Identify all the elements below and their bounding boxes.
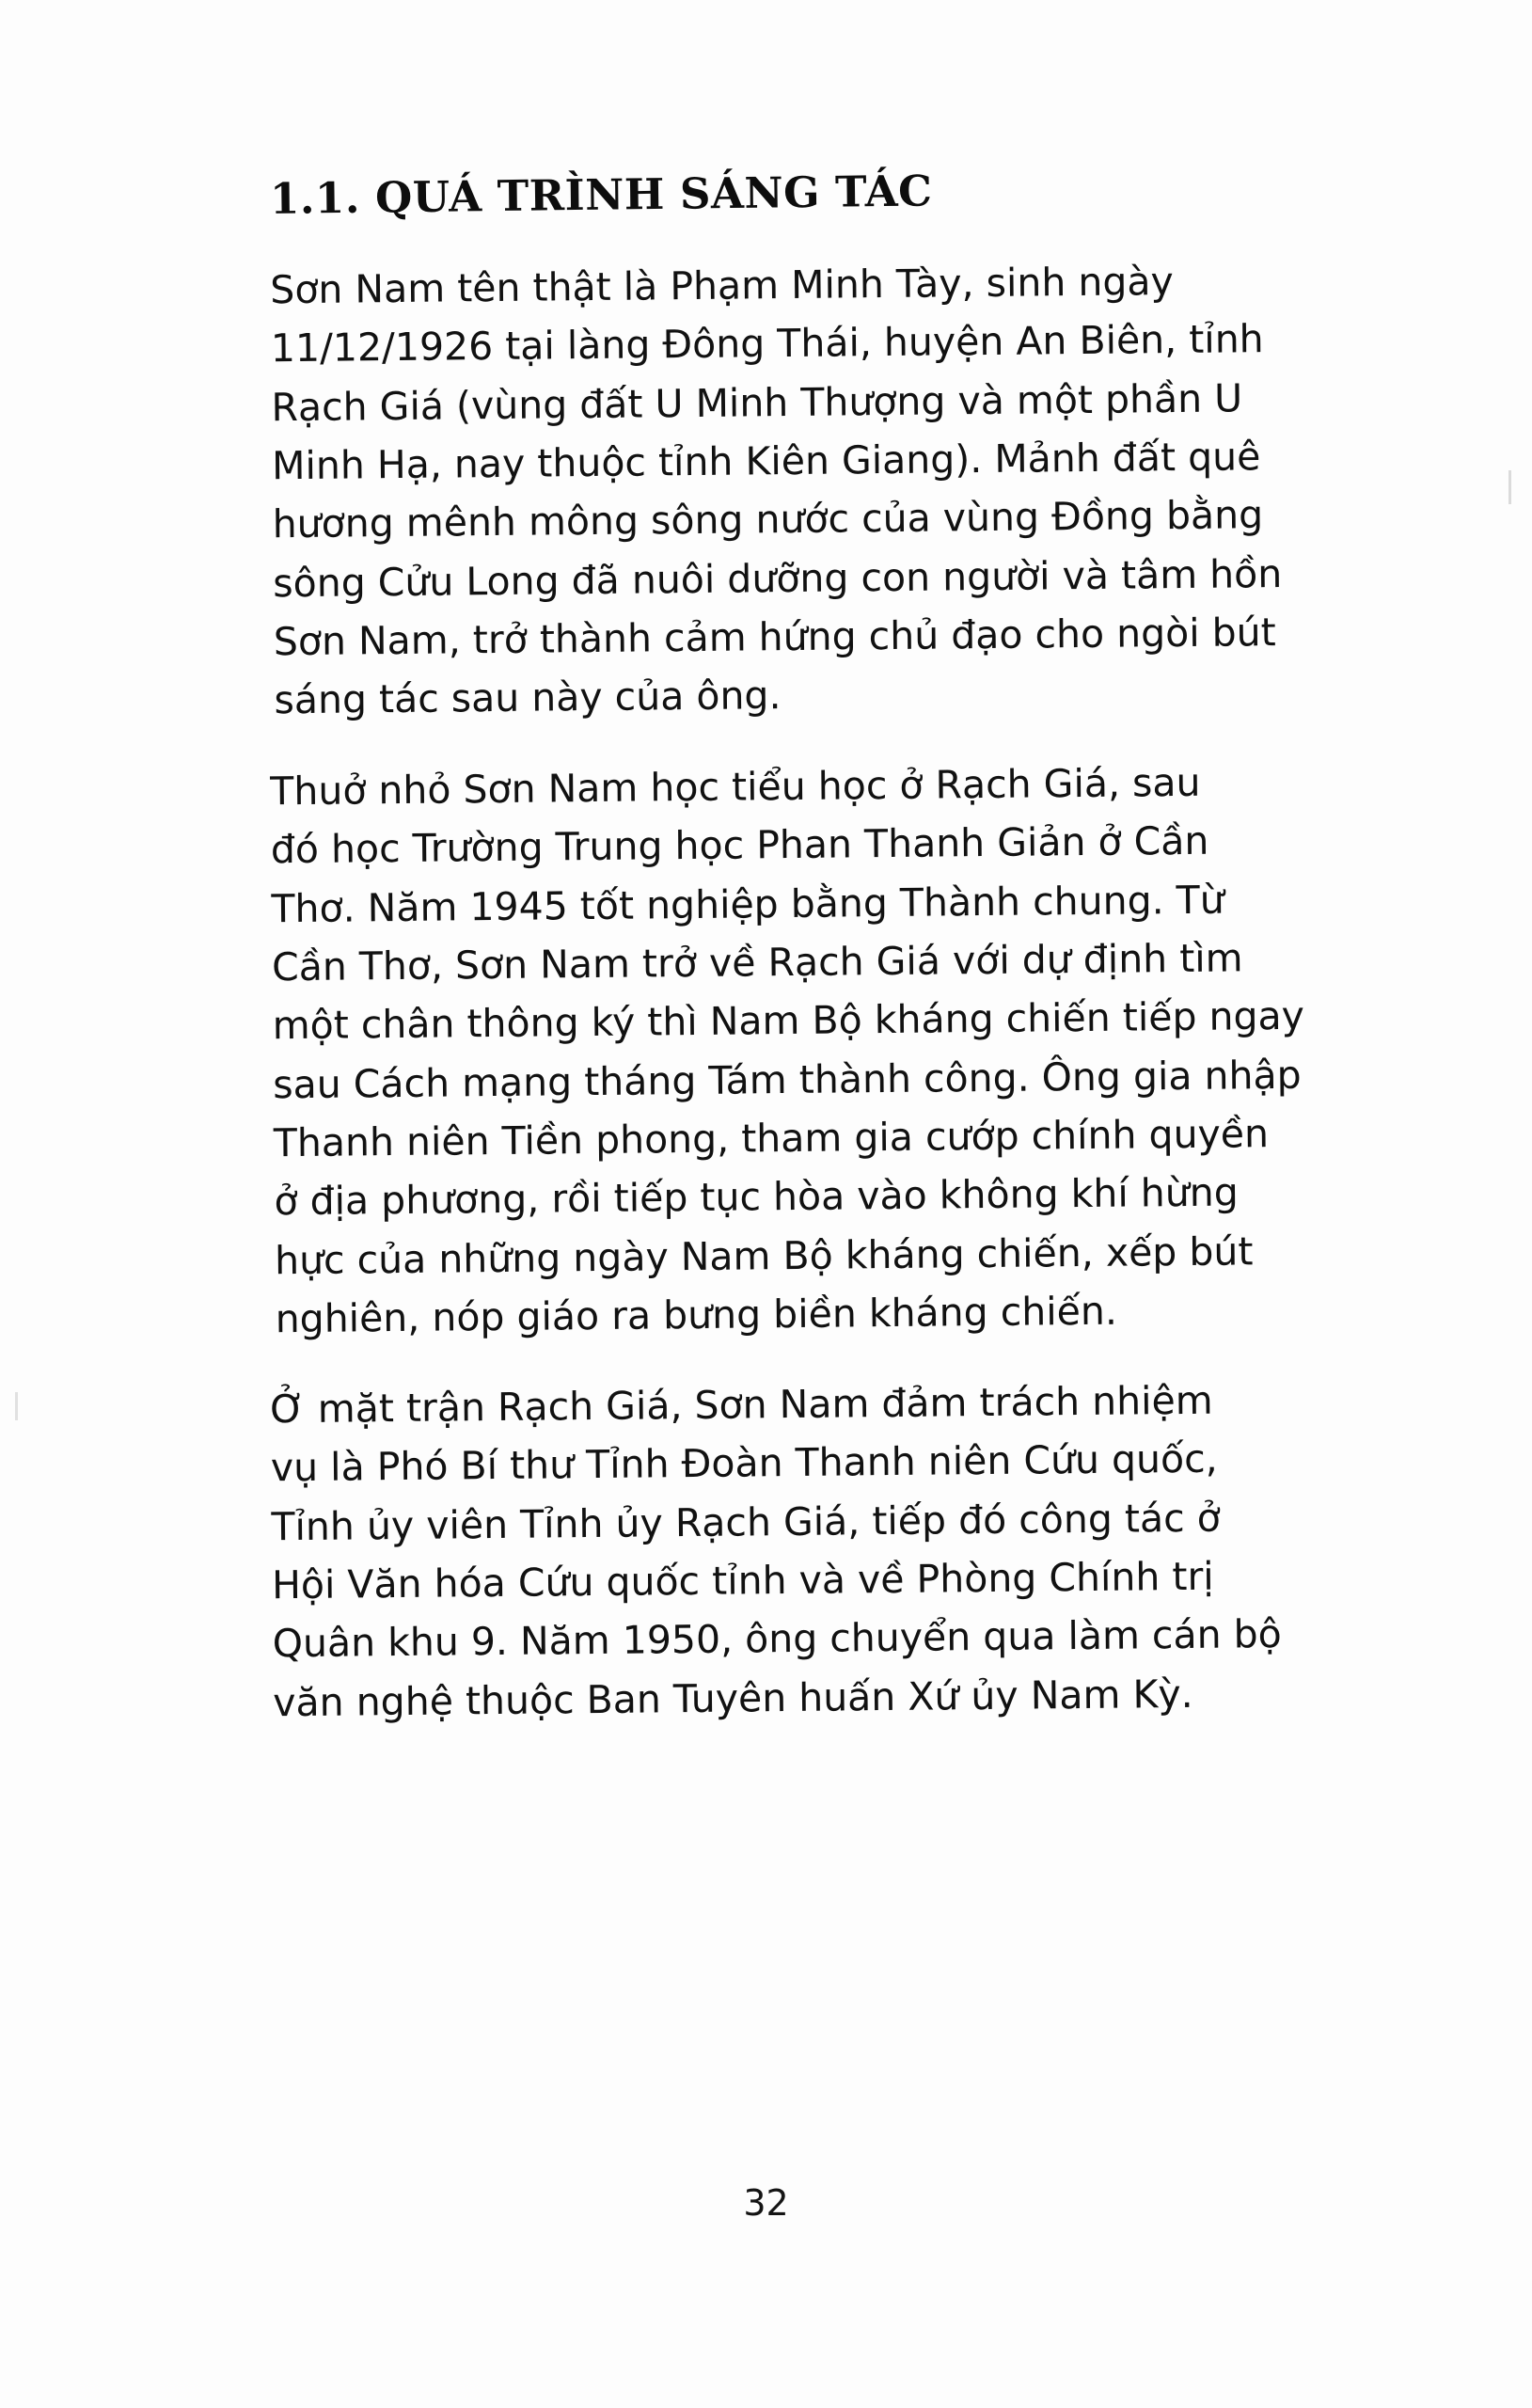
body-paragraph-3 <box>202 1370 1320 1732</box>
page-text-block <box>202 166 1331 1733</box>
text-line: 11/12/1926 tại làng Đông Thái, huyện An Biên, tỉnh <box>270 316 1264 372</box>
text-line: ở địa phương, rồi tiếp tục hòa vào không khí hừng <box>274 1169 1239 1224</box>
text-line: sau Cách mạng tháng Tám thành công. Ông gia nhập <box>273 1051 1302 1107</box>
page-number: 32 <box>743 2182 789 2224</box>
page-edge-mark-left <box>15 1392 18 1420</box>
body-paragraph-1 <box>202 251 1321 731</box>
text-line: Thanh niên Tiền phong, tham gia cướp chính quyền <box>273 1110 1270 1165</box>
body-paragraph-2 <box>202 752 1322 1348</box>
text-line: Hội Văn hóa Cứu quốc tỉnh và về Phòng Chính trị <box>271 1553 1214 1608</box>
text-line: sáng tác sau này của ông. <box>274 673 782 723</box>
text-line: Minh Hạ, nay thuộc tỉnh Kiên Giang). Mảnh đất quê <box>271 434 1261 489</box>
text-line: đó học Trường Trung học Phan Thanh Giản ở Cần <box>270 817 1209 873</box>
section-heading: 1.1. QUÁ TRÌNH SÁNG TÁC <box>269 166 933 224</box>
text-line: Cần Thơ, Sơn Nam trở về Rạch Giá với dự định tìm <box>271 934 1243 990</box>
page-edge-mark-right <box>1508 470 1511 504</box>
text-line: Quân khu 9. Năm 1950, ông chuyển qua làm cán bộ <box>272 1610 1282 1667</box>
text-line: Rạch Giá (vùng đất U Minh Thượng và một phần U <box>271 375 1243 430</box>
text-line: vụ là Phó Bí thư Tỉnh Đoàn Thanh niên Cứu quốc, <box>270 1435 1218 1491</box>
text-line: Thuở nhỏ Sơn Nam học tiểu học ở Rạch Giá, sau <box>270 759 1201 814</box>
text-line: Sơn Nam tên thật là Phạm Minh Tày, sinh ngày <box>270 259 1174 313</box>
text-line: sông Cửu Long đã nuôi dưỡng con người và tâm hồn <box>273 550 1283 606</box>
text-line: một chân thông ký thì Nam Bộ kháng chiến tiếp ngay <box>272 992 1305 1049</box>
text-line: nghiên, nóp giáo ra bưng biền kháng chiến. <box>275 1288 1118 1341</box>
text-line: Thơ. Năm 1945 tốt nghiệp bằng Thành chung. Từ <box>271 876 1224 931</box>
text-line: văn nghệ thuộc Ban Tuyên huấn Xứ ủy Nam Kỳ. <box>273 1671 1193 1725</box>
text-line: Tỉnh ủy viên Tỉnh ủy Rạch Giá, tiếp đó công tác ở <box>271 1494 1221 1549</box>
text-line: Ở mặt trận Rạch Giá, Sơn Nam đảm trách nhiệm <box>270 1377 1213 1432</box>
text-line: Sơn Nam, trở thành cảm hứng chủ đạo cho ngòi bút <box>273 609 1276 665</box>
text-line: hương mênh mông sông nước của vùng Đồng bằng <box>272 492 1264 547</box>
text-line: hực của những ngày Nam Bộ kháng chiến, xếp bút <box>274 1228 1254 1283</box>
